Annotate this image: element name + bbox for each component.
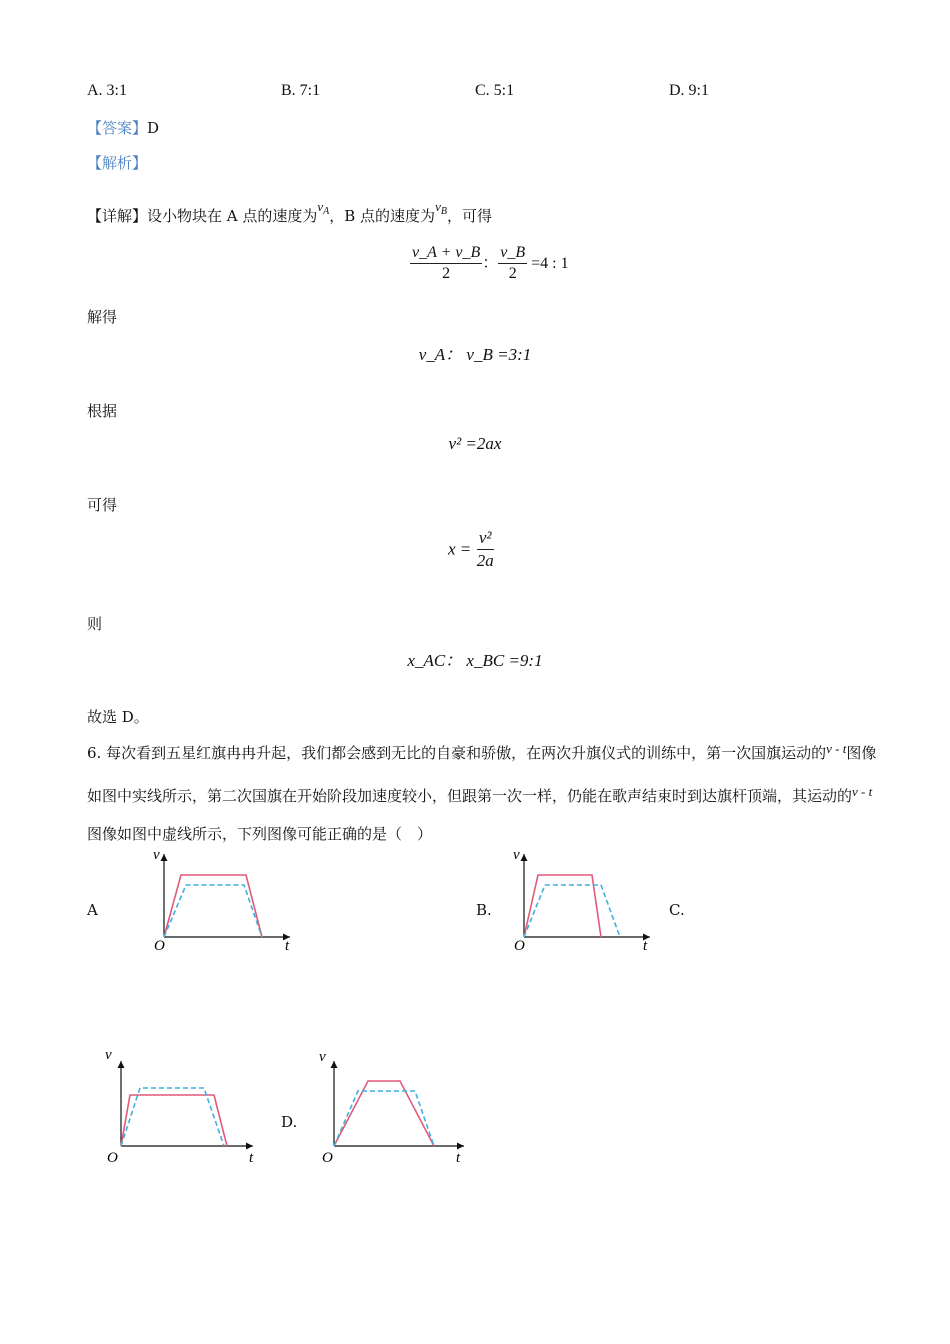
origin-label: O [154,938,165,954]
answer-line [87,117,159,138]
option-d: D. 9:1 [669,82,709,99]
dashed-line [121,1088,224,1146]
analysis-tag: 【解析】 [87,154,148,172]
v-label: v [319,1049,326,1065]
v-label: v [513,847,520,863]
graph-a [148,842,298,957]
v-axis-arrow [331,1061,338,1068]
eq1-numerator: v_A + v_B [410,244,482,264]
choice-a-label: A [87,901,98,919]
dashed-line [524,885,620,937]
option-c: C. 5:1 [475,82,515,99]
choice-b-label: B. [476,901,492,919]
v-axis-arrow [521,854,528,861]
t-label: t [285,938,290,954]
v-axis-arrow [161,854,168,861]
equation-4 [448,528,494,571]
detail-prefix: 【详解】设小物块在 A 点的速度为 [87,207,318,225]
label-basis: 根据 [87,402,118,420]
label-get: 可得 [87,496,118,514]
choice-d-label: D. [281,1113,298,1131]
t-label: t [456,1150,461,1166]
v-label: v [153,847,160,863]
detail-suffix: ，可得 [446,207,492,225]
equation-1 [410,244,569,283]
eq4-lhs: x = [448,539,472,559]
equation-3: v² =2ax [448,434,502,453]
question-6 [87,730,877,854]
option-b: B. 7:1 [281,82,321,99]
v-label: v [105,1049,112,1063]
va-symbol: $v_A$ [317,199,330,217]
eq4-numerator: v² [477,528,494,550]
eq1-denominator: 2 [442,265,451,282]
graph-c [103,1049,263,1169]
t-label: t [643,938,648,954]
t-axis-arrow [457,1143,464,1150]
origin-label: O [514,938,525,954]
eq1-numerator-2: v_B [498,244,527,264]
equation-2: v_A： v_B =3:1 [418,345,532,364]
equation-5: x_AC： x_BC =9:1 [407,651,543,670]
eq1-denominator-2: 2 [508,265,517,282]
answer-value: D [147,119,160,137]
dashed-line [164,885,262,937]
question-text-1: 每次看到五星红旗冉冉升起，我们都会感到无比的自豪和骄傲，在两次升旗仪式的训练中，第一次国旗运动的 [106,744,827,762]
choice-c-label: C. [669,901,685,919]
origin-label: O [107,1150,118,1166]
label-then: 则 [87,615,103,633]
v-axis-arrow [118,1061,125,1068]
option-a: A. 3:1 [87,82,127,99]
label-solve: 解得 [87,308,118,326]
eq1-rhs: =4 : 1 [531,254,569,272]
eq1-colon: ： [482,253,499,272]
detail-mid: ，B 点的速度为 [329,207,436,225]
vt-symbol-2: v - t [852,783,873,799]
t-label: t [249,1150,254,1166]
detail-line [87,199,492,226]
question-number: 6. [87,744,102,762]
solid-line [121,1095,227,1146]
eq4-denominator: 2a [476,551,494,570]
vt-symbol-1: v - t [826,741,847,756]
graph-d [318,1049,478,1169]
graph-b [508,842,658,957]
t-axis-arrow [246,1143,253,1150]
vb-symbol: $v_B$ [435,199,447,217]
conclusion: 故选 D。 [87,708,149,726]
question-text-2: 图像如图中实线所示，第二次国旗在开始阶段加速度较小，但跟第一次一样，仍能在歌声结束时到达旗杆顶端，其运动的 [87,744,877,805]
answer-tag: 【答案】 [87,119,148,137]
origin-label: O [322,1150,333,1166]
question-text-3: 图像如图中虚线所示，下列图像可能正确的是（ ） [87,825,433,843]
